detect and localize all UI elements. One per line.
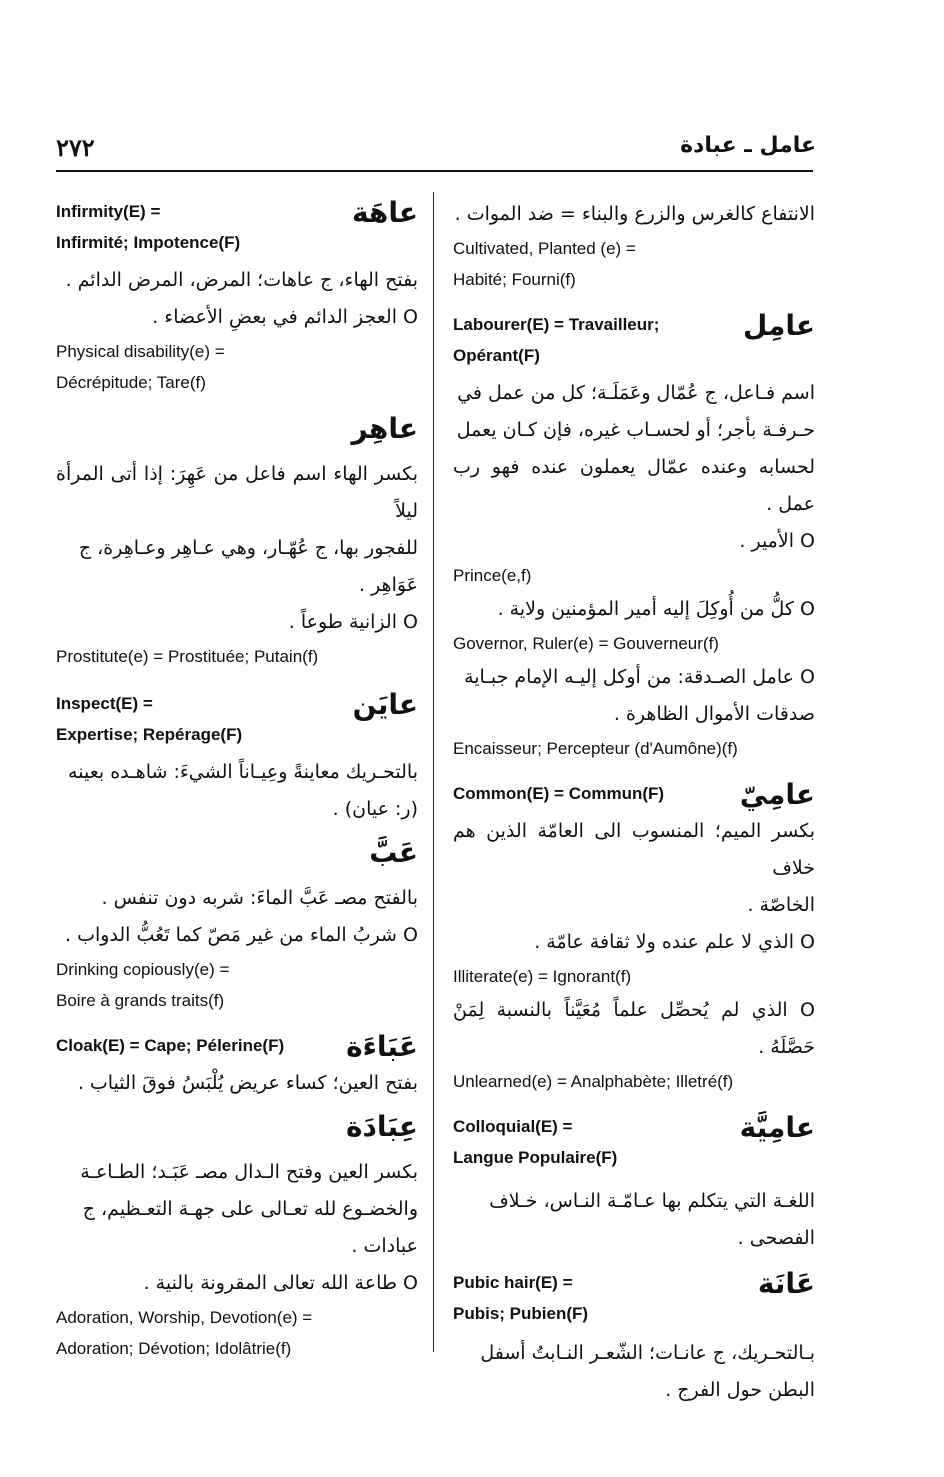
translation: Drinking copiously(e) = — [56, 960, 230, 979]
arabic-sense: O طاعة الله تعالى المقرونة بالنية . — [143, 1272, 418, 1294]
entry-ibada — [56, 1110, 418, 1364]
arabic-sense: O كلُّ من أُوكِلَ إليه أمير المؤمنين ولاية . — [497, 598, 815, 620]
column-divider — [433, 192, 434, 1352]
arabic-sense: O عامل الصـدقة: من أوكل إليـه الإمام جبـاية — [464, 666, 815, 688]
running-head: عامل ـ عبادة — [680, 133, 816, 158]
arabic-def: بالفتح مصـ عَبَّ الماءَ: شربه دون تنفس . — [101, 887, 418, 909]
arabic-sense: O الأمير . — [739, 530, 815, 552]
arabic-def: حـرفـة بأجر؛ أو لحسـاب غيره، فإن كـان يعمل — [456, 419, 815, 441]
arabic-def: بفتح الهاء، ج عاهات؛ المرض، المرض الدائم . — [65, 269, 418, 291]
translation: Prostitute(e) = Prostituée; Putain(f) — [56, 647, 319, 666]
headword: عِبَادَة — [346, 1110, 418, 1143]
entry-ammi — [453, 778, 815, 1097]
arabic-def: عَوَاهِر . — [358, 574, 418, 596]
left-column — [56, 196, 418, 1372]
translation: Governor, Ruler(e) = Gouverneur(f) — [453, 634, 719, 653]
entry-abb — [56, 836, 418, 1016]
english-def: Common(E) = Commun(F) — [453, 784, 665, 803]
headword: عاهِر — [351, 412, 418, 445]
arabic-sense: O شربُ الماء من غير مَصّ كما تَعُبُّ الدواب . — [65, 924, 418, 946]
arabic-def: عبادات . — [351, 1235, 418, 1257]
arabic-sense: صدقات الأموال الظاهرة . — [613, 703, 815, 725]
arabic-sense: O الذي لم يُحصِّل علماً مُعَيَّناً بالنسبة لِمَنْ حَصَّلَهُ . — [453, 999, 815, 1058]
translation: Illiterate(e) = Ignorant(f) — [453, 967, 632, 986]
translation: Décrépitude; Tare(f) — [56, 373, 206, 392]
translation: Adoration; Dévotion; Idolâtrie(f) — [56, 1339, 292, 1358]
french-def: Pubis; Pubien(F) — [453, 1304, 589, 1323]
translation: Physical disability(e) = — [56, 342, 225, 361]
english-def: Colloquial(E) = — [453, 1117, 573, 1136]
arabic-def: اللغـة التي يتكلم بها عـامّـة النـاس، خـلاف — [489, 1190, 815, 1212]
english-def: Labourer(E) = Travailleur; — [453, 315, 660, 334]
headword: عامِيَّة — [739, 1111, 815, 1144]
headword: عايَن — [352, 688, 418, 721]
arabic-def: لحسابه وعنده عمّال يعملون عنده فهو رب عمل . — [453, 456, 815, 515]
arabic-def: بفتح العين؛ كساء عريض يُلْبَسُ فوقَ الثياب . — [77, 1072, 418, 1094]
english-def: Cloak(E) = Cape; Pélerine(F) — [56, 1036, 285, 1055]
french-def: Langue Populaire(F) — [453, 1148, 618, 1167]
entry-ayen — [56, 688, 418, 828]
french-def: Infirmité; Impotence(F) — [56, 233, 241, 252]
arabic-def: الخاصّة . — [747, 894, 815, 916]
translation: Habité; Fourni(f) — [453, 270, 576, 289]
headword: عامِل — [743, 309, 815, 342]
arabic-def: بكسر العين وفتح الـدال مصـ عَبَـد؛ الطـاعـة — [80, 1161, 418, 1183]
translation: Prince(e,f) — [453, 566, 532, 585]
arabic-def: بـالتحـريك، ج عانـات؛ الشّعـر النـابتُ أسفل — [480, 1342, 815, 1364]
page-number: ٢٧٢ — [56, 133, 95, 162]
entry-ammiya — [453, 1111, 815, 1257]
translation: Unlearned(e) = Analphabète; Illetré(f) — [453, 1072, 734, 1091]
entry-abaa — [56, 1030, 418, 1102]
translation: Encaisseur; Percepteur (d'Aumône)(f) — [453, 739, 738, 758]
entry-aha — [56, 196, 418, 398]
arabic-def: بالتحـريك معاينةً وعِيـاناً الشيءَ: شاهـده بعينه — [68, 761, 418, 783]
french-def: Opérant(F) — [453, 346, 540, 365]
translation: Cultivated, Planted (e) = — [453, 239, 636, 258]
entry-continued — [453, 196, 815, 295]
right-column — [453, 196, 815, 1417]
arabic-def: بكسر الميم؛ المنسوب الى العامّة الذين هم خلاف — [453, 820, 815, 879]
translation: Adoration, Worship, Devotion(e) = — [56, 1308, 313, 1327]
arabic-sense: O الذي لا علم عنده ولا ثقافة عامّة . — [534, 931, 815, 953]
english-def: Infirmity(E) = — [56, 202, 161, 221]
entry-aher — [56, 412, 418, 672]
translation: Boire à grands traits(f) — [56, 991, 225, 1010]
english-def: Pubic hair(E) = — [453, 1273, 573, 1292]
headword: عامِيّ — [739, 778, 815, 811]
entry-amil — [453, 309, 815, 764]
entry-ana — [453, 1267, 815, 1409]
arabic-def: (ر: عيان) . — [332, 798, 418, 820]
arabic-sense: O العجز الدائم في بعضِ الأعضاء . — [152, 306, 418, 328]
headword: عَبَّ — [369, 836, 418, 869]
french-def: Expertise; Repérage(F) — [56, 725, 243, 744]
arabic-def: البطن حول الفرج . — [665, 1379, 815, 1401]
headword: عَبَاءَة — [346, 1030, 418, 1063]
arabic-def: بكسر الهاء اسم فاعل من عَهِرَ: إذا أتى المرأة ليلاً — [56, 463, 418, 522]
headword: عاهَة — [351, 196, 418, 229]
arabic-def: الانتفاع كالغرس والزرع والبناء = ضد الموات . — [454, 203, 815, 225]
arabic-def: الفصحى . — [737, 1227, 815, 1249]
arabic-def: والخضـوع لله تعـالى على جهـة التعـظيم، ج — [82, 1198, 418, 1220]
headword: عَانَة — [757, 1267, 815, 1300]
header-rule — [56, 170, 813, 172]
arabic-def: اسم فـاعل، ج عُمّال وعَمَلَـة؛ كل من عمل في — [457, 382, 815, 404]
arabic-def: للفجور بها، ج عُهّـار، وهي عـاهِر وعـاهِرة، ج — [78, 537, 418, 559]
arabic-sense: O الزانية طوعاً . — [288, 611, 418, 633]
english-def: Inspect(E) = — [56, 694, 153, 713]
